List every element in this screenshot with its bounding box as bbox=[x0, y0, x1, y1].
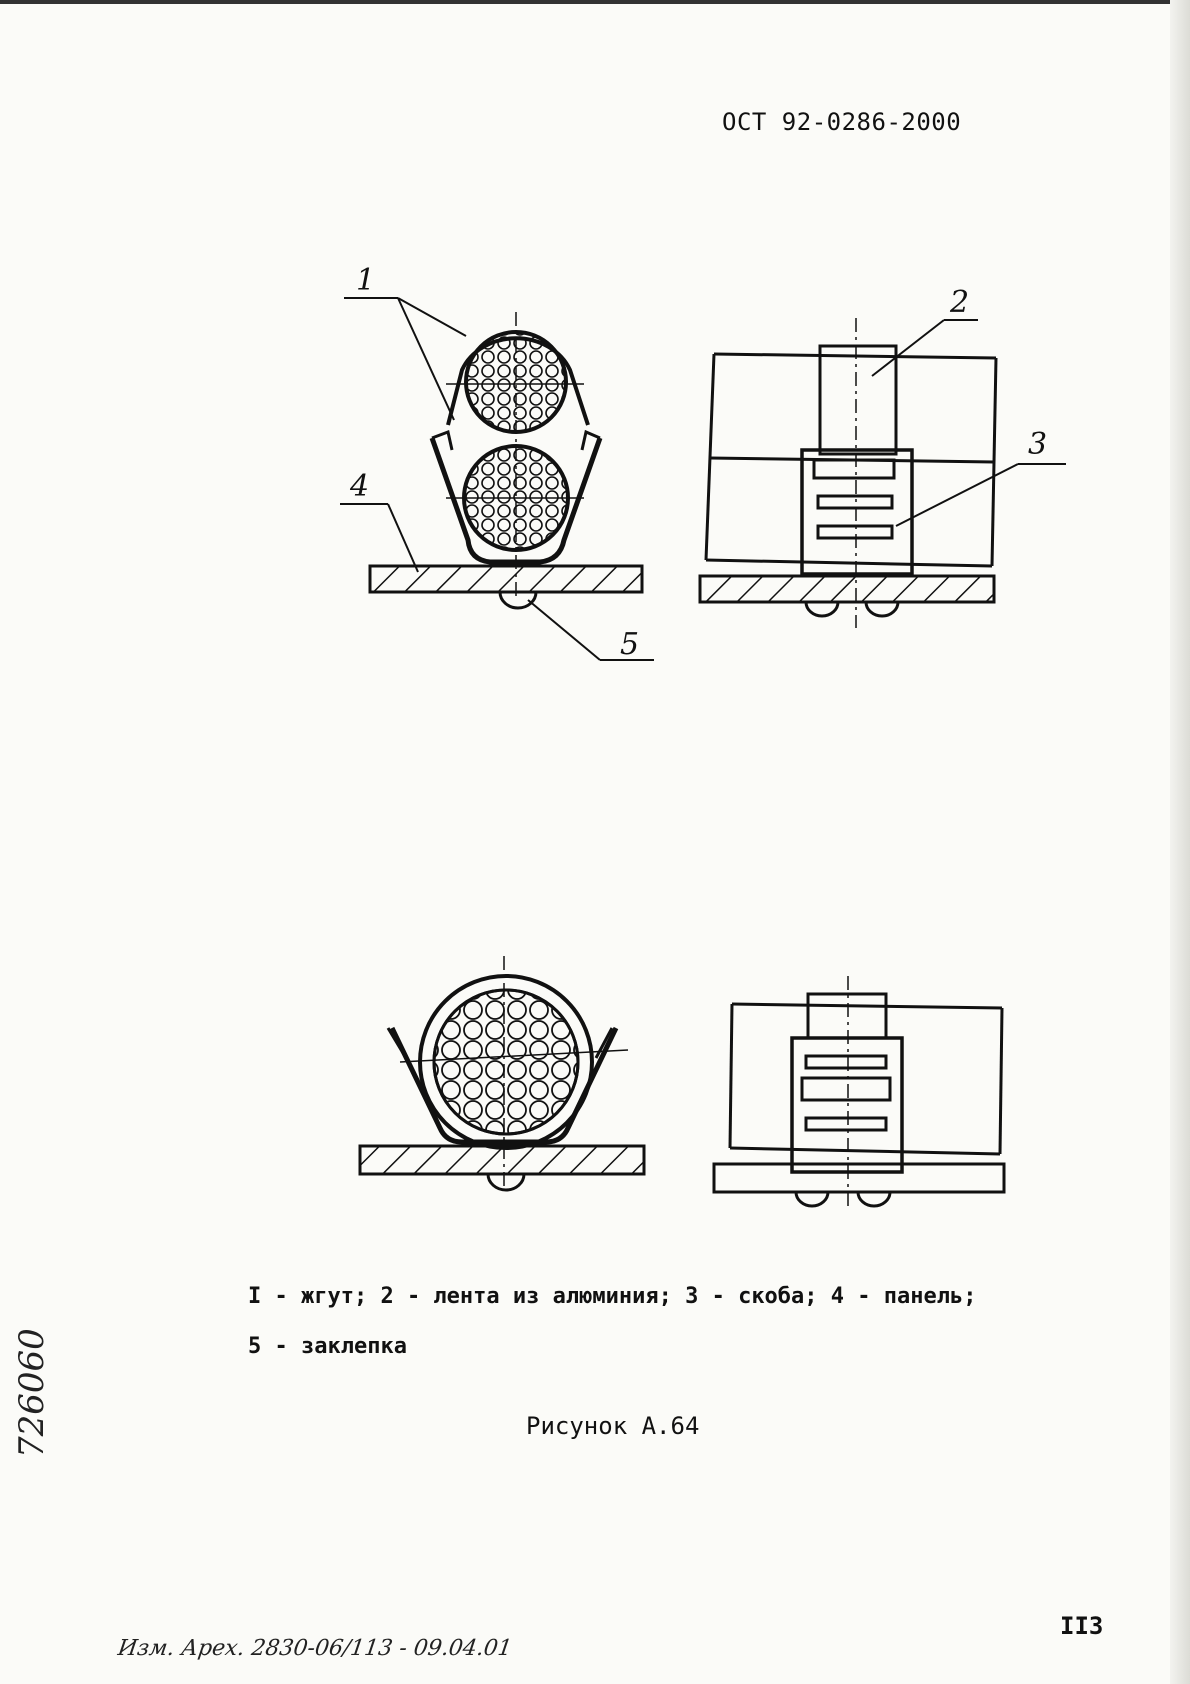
legend-line-2: 5 - заклепка bbox=[248, 1334, 407, 1359]
callout-1: 1 bbox=[356, 263, 376, 298]
lower-section-view bbox=[360, 956, 644, 1190]
callout-3: 3 bbox=[1028, 427, 1048, 462]
callout-2: 2 bbox=[950, 285, 970, 320]
figure-caption: Рисунок А.64 bbox=[526, 1412, 700, 1440]
callout-4: 4 bbox=[350, 469, 370, 504]
upper-section-view bbox=[340, 298, 654, 660]
legend-line-1: I - жгут; 2 - лента из алюминия; 3 - скоба; 4 - панель; bbox=[248, 1284, 977, 1309]
inventory-number: 726060 bbox=[12, 1328, 52, 1458]
document-code: ОСТ 92-0286-2000 bbox=[722, 108, 962, 136]
handwritten-change-note: Изм. Арех. 2830-06/113 - 09.04.01 bbox=[116, 1636, 514, 1661]
callout-5: 5 bbox=[620, 627, 640, 662]
page-number: II3 bbox=[1060, 1612, 1104, 1640]
upper-side-view bbox=[700, 318, 1066, 628]
lower-side-view bbox=[714, 976, 1004, 1208]
